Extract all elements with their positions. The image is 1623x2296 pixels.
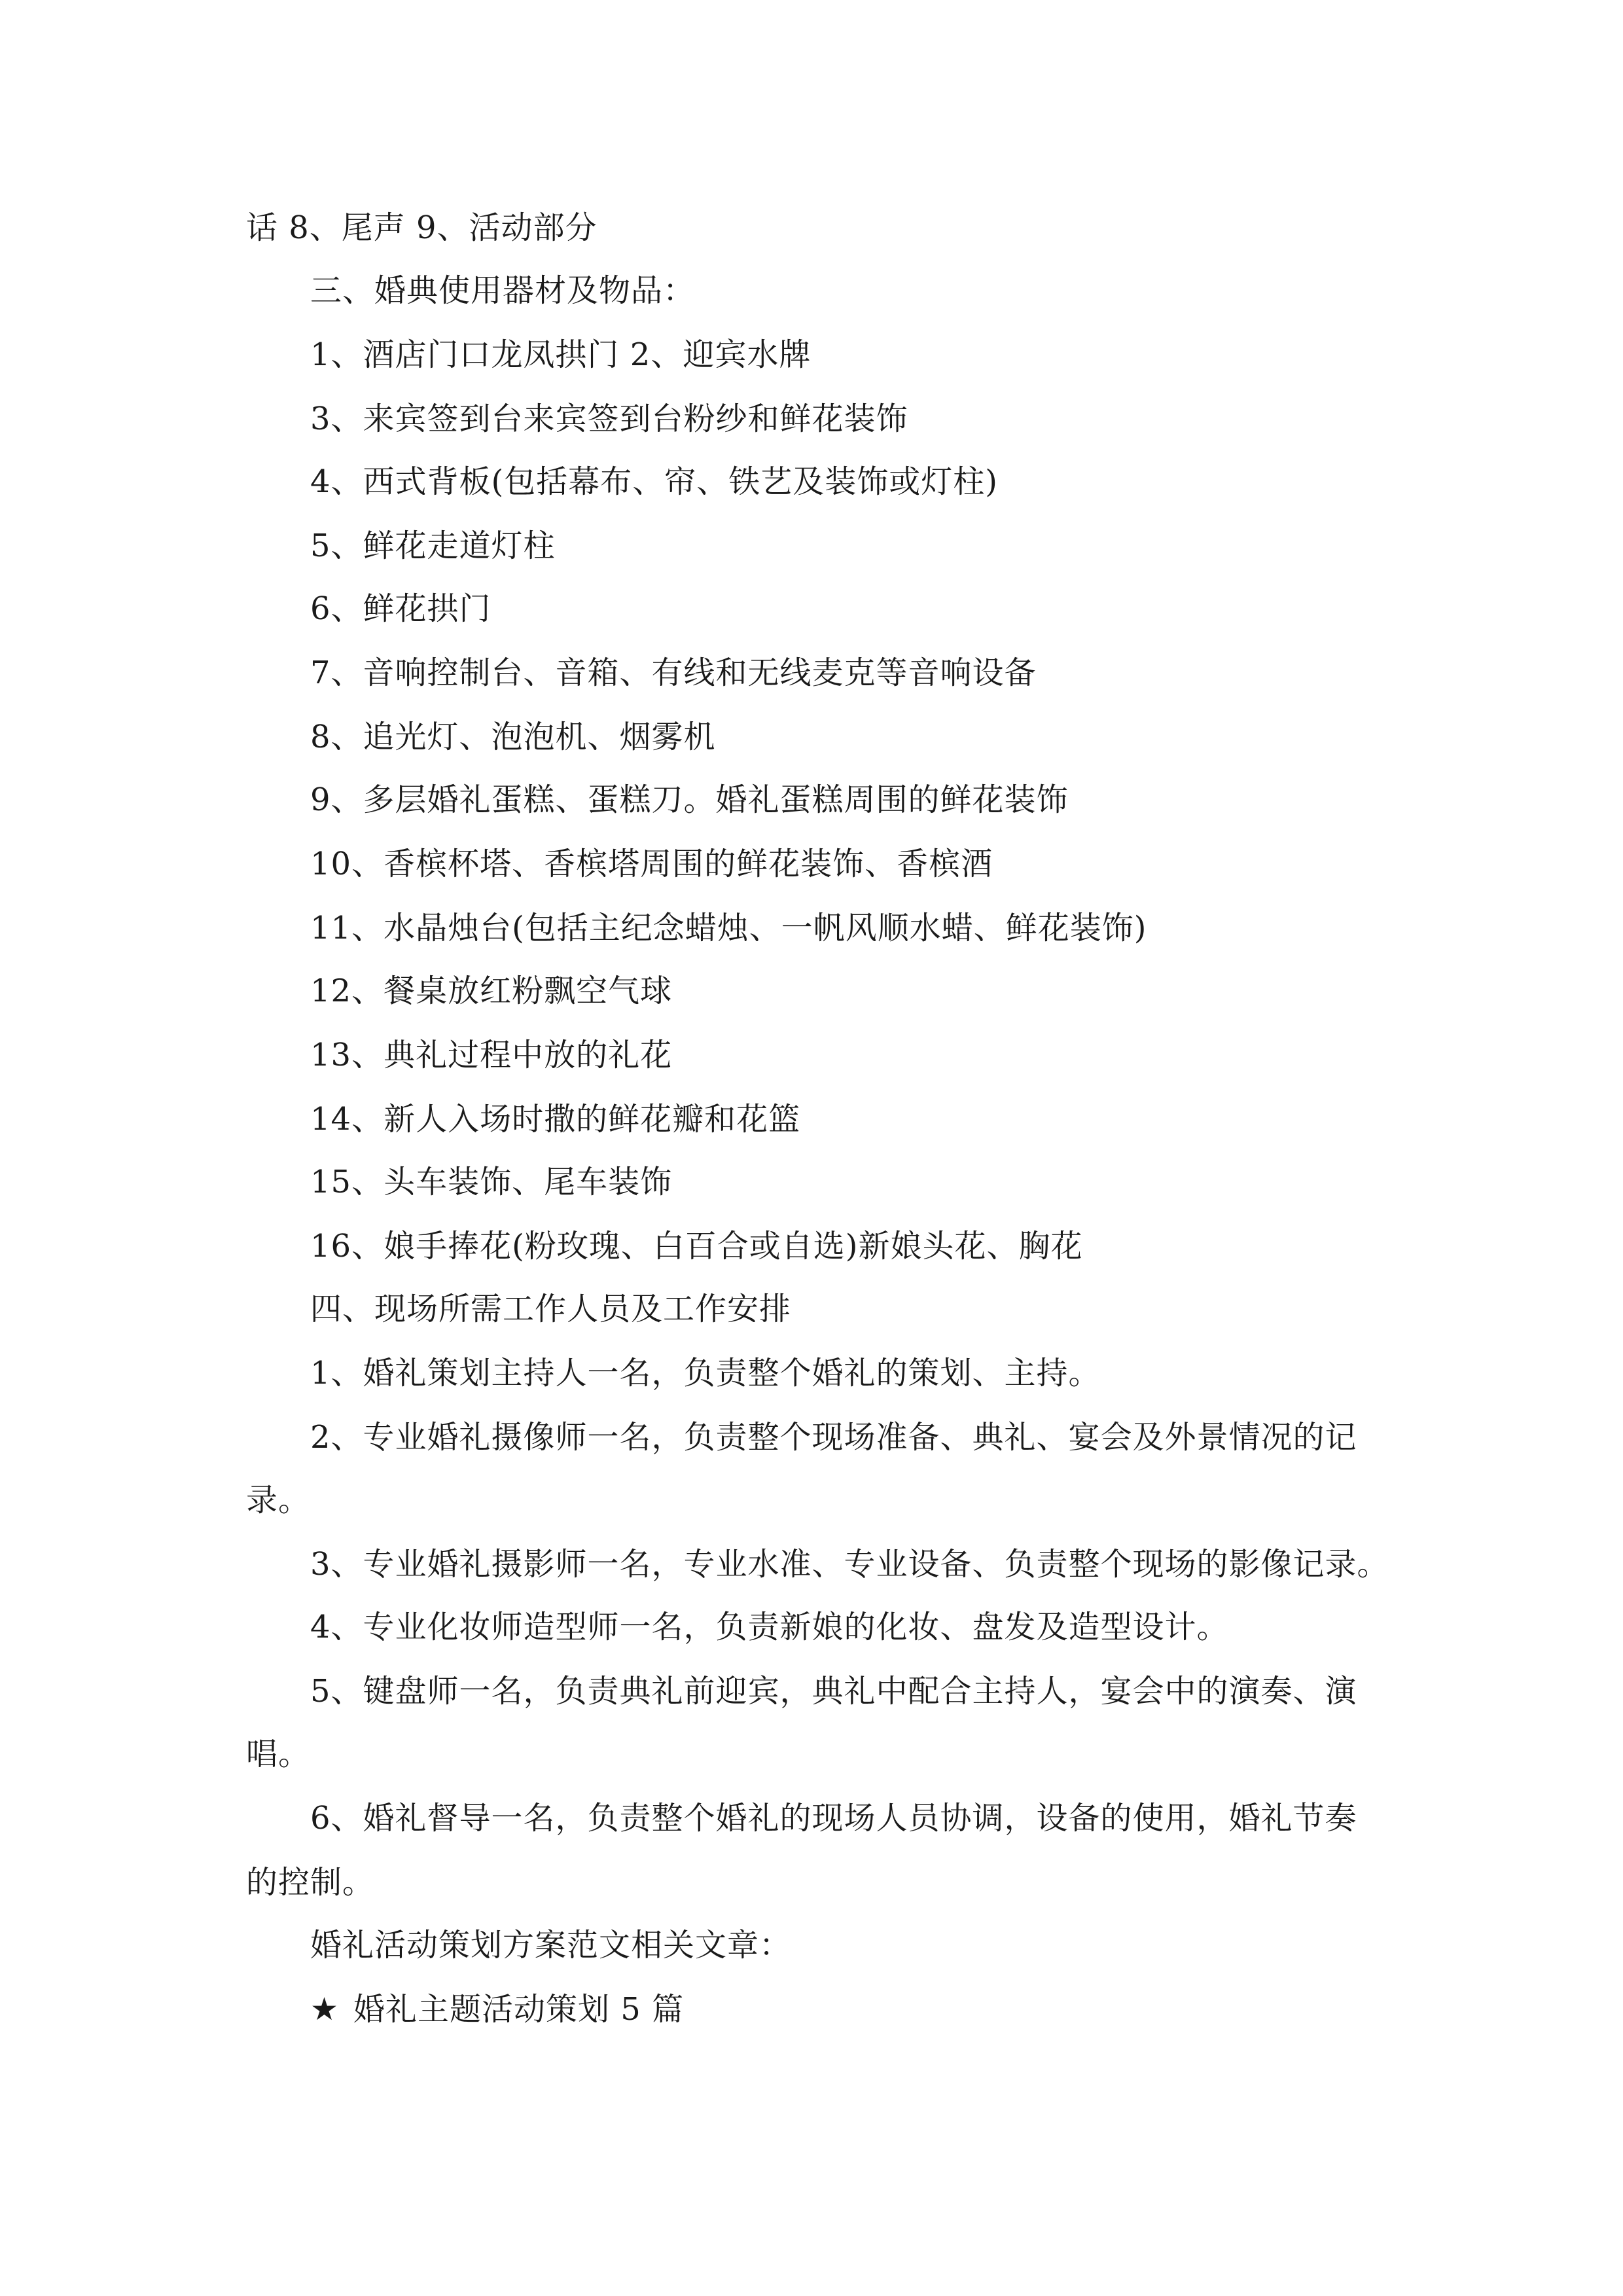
star-icon: ★ — [310, 1991, 340, 2028]
list-item: 8、追光灯、泡泡机、烟雾机 — [310, 719, 716, 755]
list-item: 6、鲜花拱门 — [310, 590, 491, 627]
list-item: 13、典礼过程中放的礼花 — [310, 1037, 673, 1073]
list-item: 5、键盘师一名，负责典礼前迎宾，典礼中配合主持人，宴会中的演奏、演 — [310, 1673, 1357, 1710]
list-item: 14、新人入场时撒的鲜花瓣和花篮 — [310, 1101, 801, 1138]
text-line: 话 8、尾声 9、活动部分 — [246, 209, 597, 246]
list-item: 2、专业婚礼摄像师一名，负责整个现场准备、典礼、宴会及外景情况的记 — [310, 1419, 1357, 1456]
list-item: 5、鲜花走道灯柱 — [310, 528, 556, 564]
list-item: 6、婚礼督导一名，负责整个婚礼的现场人员协调，设备的使用，婚礼节奏 — [310, 1800, 1357, 1837]
list-item: 3、专业婚礼摄影师一名，专业水准、专业设备、负责整个现场的影像记录。 — [310, 1546, 1389, 1583]
list-item: 16、娘手捧花(粉玫瑰、白百合或自选)新娘头花、胸花 — [310, 1228, 1083, 1265]
list-item-continuation: 唱。 — [246, 1736, 311, 1772]
list-item: 9、多层婚礼蛋糕、蛋糕刀。婚礼蛋糕周围的鲜花装饰 — [310, 781, 1069, 818]
section-heading: 四、现场所需工作人员及工作安排 — [310, 1291, 792, 1327]
related-article-title: 婚礼主题活动策划 5 篇 — [353, 1991, 685, 2028]
list-item-continuation: 录。 — [246, 1482, 311, 1518]
list-item: 12、餐桌放红粉飘空气球 — [310, 973, 673, 1009]
list-item: 4、专业化妆师造型师一名，负责新娘的化妆、盘发及造型设计。 — [310, 1609, 1229, 1645]
list-item: 1、酒店门口龙凤拱门 2、迎宾水牌 — [310, 336, 812, 373]
list-item: 1、婚礼策划主持人一名，负责整个婚礼的策划、主持。 — [310, 1355, 1101, 1391]
list-item: 10、香槟杯塔、香槟塔周围的鲜花装饰、香槟酒 — [310, 846, 993, 882]
related-article-link[interactable] — [310, 1990, 684, 2029]
list-item-continuation: 的控制。 — [246, 1864, 375, 1901]
section-heading: 三、婚典使用器材及物品： — [310, 272, 696, 309]
list-item: 15、头车装饰、尾车装饰 — [310, 1164, 673, 1200]
list-item: 7、音响控制台、音箱、有线和无线麦克等音响设备 — [310, 655, 1037, 691]
related-articles-heading: 婚礼活动策划方案范文相关文章： — [310, 1927, 792, 1964]
list-item: 11、水晶烛台(包括主纪念蜡烛、一帆风顺水蜡、鲜花装饰) — [310, 910, 1147, 946]
list-item: 3、来宾签到台来宾签到台粉纱和鲜花装饰 — [310, 401, 908, 437]
list-item: 4、西式背板(包括幕布、帘、铁艺及装饰或灯柱) — [310, 463, 998, 500]
